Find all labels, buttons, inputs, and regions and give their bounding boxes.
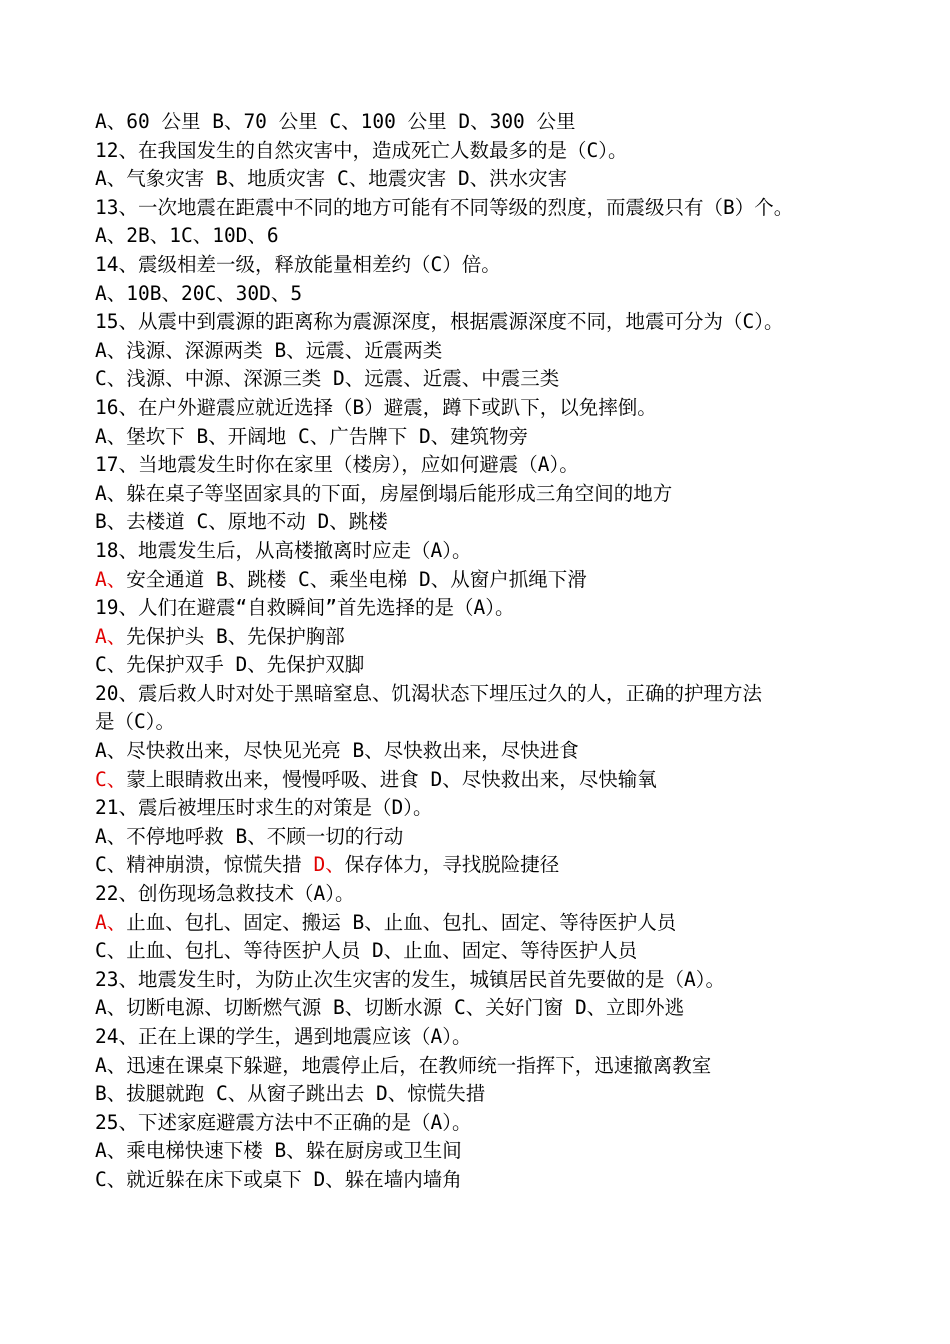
text-line: 23、地震发生时，为防止次生灾害的发生，城镇居民首先要做的是（A）。	[95, 967, 725, 991]
line-text: 蒙上眼睛救出来，慢慢呼吸、进食 D、尽快救出来，尽快输氧	[126, 767, 657, 791]
answer-highlight: A、	[95, 567, 127, 591]
text-line: C、就近躲在床下或桌下 D、躲在墙内墙角	[95, 1167, 462, 1191]
text-line: 18、地震发生后，从高楼撤离时应走（A）。	[95, 538, 472, 562]
line-text: 止血、包扎、固定、搬运 B、止血、包扎、固定、等待医护人员	[126, 910, 677, 934]
text-line: A、不停地呼救 B、不顾一切的行动	[95, 824, 404, 848]
text-line	[95, 623, 950, 652]
text-line: 14、震级相差一级，释放能量相差约（C）倍。	[95, 252, 501, 276]
text-line: A、2B、1C、10D、6	[95, 224, 279, 248]
text-line: 17、当地震发生时你在家里（楼房），应如何避震（A）。	[95, 453, 579, 477]
text-line: A、尽快救出来，尽快见光亮 B、尽快救出来，尽快进食	[95, 739, 579, 763]
answer-highlight: D、	[313, 853, 345, 877]
answer-highlight: C、	[95, 767, 127, 791]
text-line: C、先保护双手 D、先保护双脚	[95, 653, 365, 677]
text-line: A、迅速在课桌下躲避，地震停止后，在教师统一指挥下，迅速撤离教室	[95, 1053, 712, 1077]
text-line: B、去楼道 C、原地不动 D、跳楼	[95, 510, 388, 534]
answer-highlight: A、	[95, 910, 127, 934]
text-line	[95, 766, 950, 795]
text-line: A、躲在桌子等坚固家具的下面，房屋倒塌后能形成三角空间的地方	[95, 481, 673, 505]
text-line: 25、下述家庭避震方法中不正确的是（A）。	[95, 1110, 472, 1134]
text-line: A、浅源、深源两类 B、远震、近震两类	[95, 338, 443, 362]
answer-highlight: A、	[95, 624, 127, 648]
text-line: 24、正在上课的学生，遇到地震应该（A）。	[95, 1025, 472, 1048]
text-line: A、切断电源、切断燃气源 B、切断水源 C、关好门窗 D、立即外逃	[95, 996, 685, 1020]
line-text: C、精神崩溃，惊慌失措	[95, 853, 314, 877]
text-line: A、乘电梯快速下楼 B、躲在厨房或卫生间	[95, 1139, 462, 1163]
line-text-tail: 保存体力，寻找脱险捷径	[344, 853, 560, 877]
text-line: 12、在我国发生的自然灾害中，造成死亡人数最多的是（C）。	[95, 138, 628, 162]
text-line: 20、震后救人时对处于黑暗窒息、饥渴状态下埋压过久的人，正确的护理方法	[95, 681, 762, 705]
text-line: A、气象灾害 B、地质灾害 C、地震灾害 D、洪水灾害	[95, 167, 568, 191]
line-text: 先保护头 B、先保护胸部	[126, 624, 345, 648]
text-line	[95, 566, 950, 595]
text-line: A、10B、20C、30D、5	[95, 281, 303, 305]
text-line: 13、一次地震在距震中不同的地方可能有不同等级的烈度，而震级只有（B）个。	[95, 195, 794, 219]
text-line: A、60 公里 B、70 公里 C、100 公里 D、300 公里	[95, 110, 576, 133]
text-line: 19、人们在避震“自救瞬间”首先选择的是（A）。	[95, 596, 515, 620]
text-line: 15、从震中到震源的距离称为震源深度，根据震源深度不同，地震可分为（C）。	[95, 310, 784, 334]
text-line: B、拔腿就跑 C、从窗子跳出去 D、惊慌失措	[95, 1082, 486, 1106]
text-line: 16、在户外避震应就近选择（B）避震，蹲下或趴下，以免摔倒。	[95, 395, 657, 419]
line-text: 安全通道 B、跳楼 C、乘坐电梯 D、从窗户抓绳下滑	[126, 567, 587, 591]
text-line: 21、震后被埋压时求生的对策是（D）。	[95, 796, 433, 820]
text-line: 是（C）。	[95, 710, 175, 734]
text-line	[95, 851, 950, 880]
text-line: A、堡坎下 B、开阔地 C、广告牌下 D、建筑物旁	[95, 424, 529, 448]
text-line: C、浅源、中源、深源三类 D、远震、近震、中震三类	[95, 367, 560, 391]
text-line: C、止血、包扎、等待医护人员 D、止血、固定、等待医护人员	[95, 939, 638, 963]
text-line	[95, 909, 950, 938]
text-line: 22、创伤现场急救技术（A）。	[95, 882, 355, 906]
